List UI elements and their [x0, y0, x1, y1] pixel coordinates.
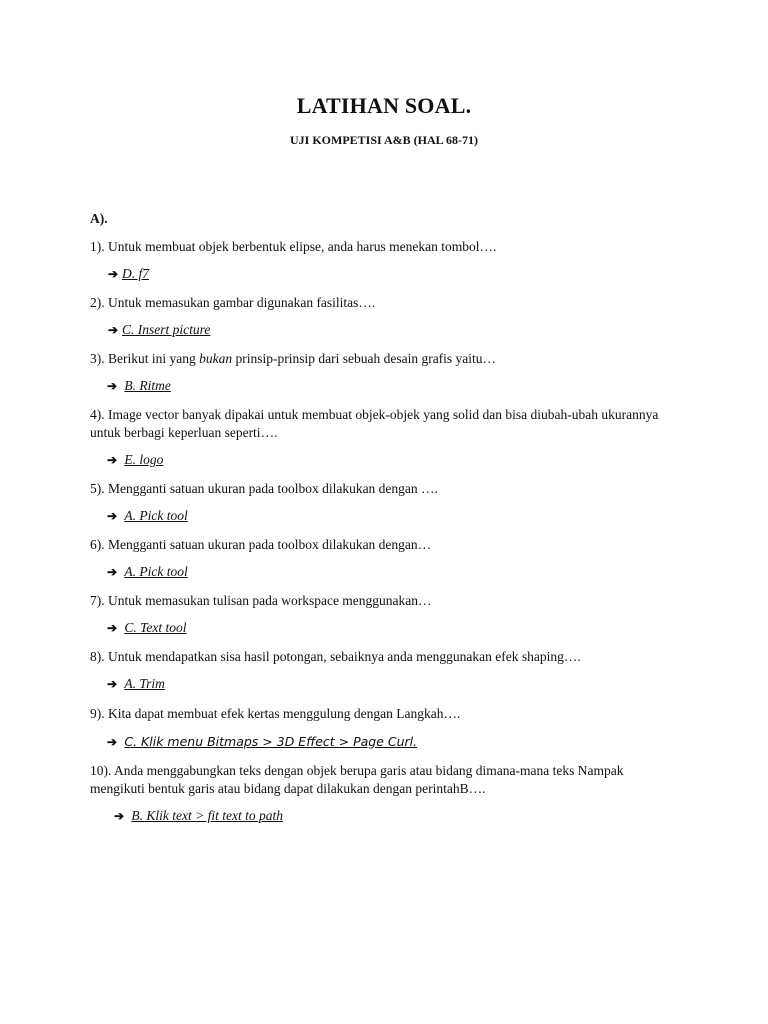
arrow-right-icon: ➔ [107, 621, 118, 635]
answer-text: A. Trim [124, 676, 165, 691]
section-label: A). [90, 211, 108, 226]
answer-text: D. f7 [122, 266, 149, 281]
arrow-right-icon: ➔ [108, 323, 119, 337]
answer-text: C. Insert picture [122, 322, 211, 337]
arrow-right-icon: ➔ [107, 735, 118, 749]
answer-2 [108, 322, 210, 338]
arrow-right-icon: ➔ [107, 379, 118, 393]
question-2: 2). Untuk memasukan gambar digunakan fasilitas…. [90, 295, 376, 310]
question-text: 3). Berikut ini yang [90, 351, 200, 366]
question-3 [90, 350, 690, 368]
answer-text: C. Klik menu Bitmaps > 3D Effect > Page Curl. [124, 734, 418, 749]
page-subtitle: UJI KOMPETISI A&B (HAL 68-71) [289, 133, 478, 147]
emphasis-text: bukan [199, 351, 233, 366]
arrow-right-icon: ➔ [107, 509, 118, 523]
answer-10 [114, 808, 283, 824]
answer-text: A. Pick tool [124, 508, 188, 523]
question-1: 1). Untuk membuat objek berbentuk elipse, anda harus menekan tombol…. [90, 239, 497, 254]
arrow-right-icon: ➔ [114, 809, 125, 823]
answer-7 [107, 620, 187, 636]
answer-text: A. Pick tool [124, 564, 188, 579]
arrow-right-icon: ➔ [107, 677, 118, 691]
answer-6 [107, 564, 188, 580]
arrow-right-icon: ➔ [108, 267, 119, 281]
answer-text: B. Klik text > fit text to path [131, 808, 283, 823]
arrow-right-icon: ➔ [107, 565, 118, 579]
answer-text: B. Ritme [124, 378, 171, 393]
question-5: 5). Mengganti satuan ukuran pada toolbox dilakukan dengan …. [90, 481, 438, 496]
answer-8 [107, 676, 165, 692]
question-text: prinsip-prinsip dari sebuah desain grafis yaitu… [232, 351, 497, 366]
page-title: LATIHAN SOAL. [296, 93, 472, 118]
question-7: 7). Untuk memasukan tulisan pada workspace menggunakan… [90, 593, 432, 608]
question-8: 8). Untuk mendapatkan sisa hasil potongan, sebaiknya anda menggunakan efek shaping…. [90, 649, 581, 664]
arrow-right-icon: ➔ [107, 453, 118, 467]
answer-text: E. logo [124, 452, 164, 467]
answer-1 [108, 266, 149, 282]
answer-9 [107, 734, 417, 750]
question-10: 10). Anda menggabungkan teks dengan objek berupa garis atau bidang dimana-mana teks Nampak mengikuti bentuk garis atau bidang dapat dilakukan dengan perintahB…. [90, 763, 624, 796]
question-4: 4). Image vector banyak dipakai untuk membuat objek-objek yang solid dan bisa diubah-ubah ukurannya untuk berbagi keperluan seperti…. [90, 407, 659, 440]
question-6: 6). Mengganti satuan ukuran pada toolbox dilakukan dengan… [90, 537, 432, 552]
question-9: 9). Kita dapat membuat efek kertas menggulung dengan Langkah…. [90, 706, 461, 721]
answer-text: C. Text tool [124, 620, 187, 635]
answer-3 [107, 378, 171, 394]
answer-5 [107, 508, 188, 524]
answer-4 [107, 452, 163, 468]
